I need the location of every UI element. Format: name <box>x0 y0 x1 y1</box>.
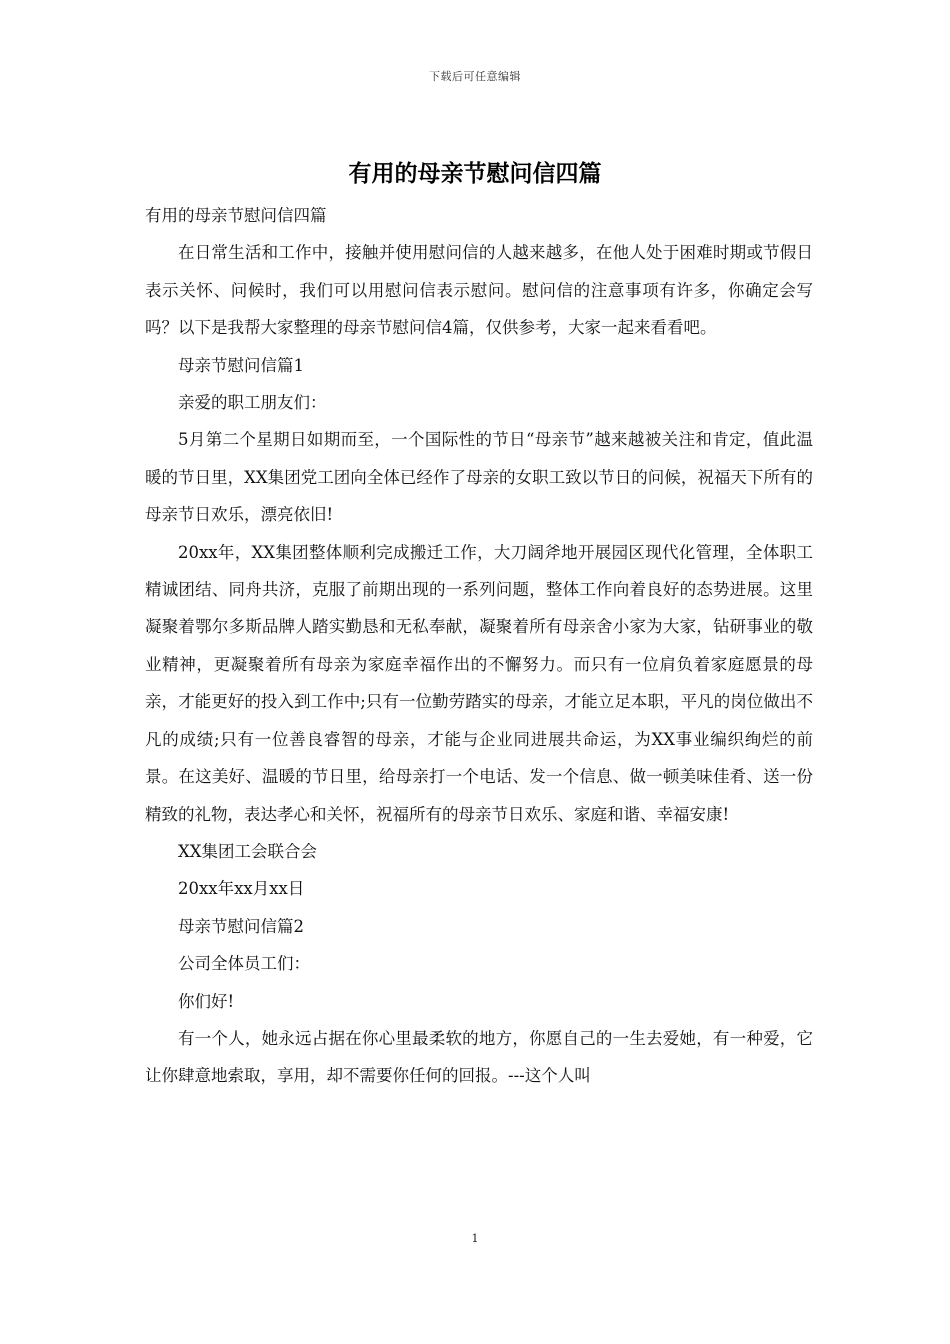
salutation-letter-1: 亲爱的职工朋友们： <box>178 393 327 413</box>
signature-date: 20xx年xx月xx日 <box>178 879 305 899</box>
document-title: 有用的母亲节慰问信四篇 <box>348 160 602 187</box>
page-number: 1 <box>471 1232 479 1245</box>
header-note: 下载后可任意编辑 <box>429 70 521 83</box>
section-heading-letter-1: 母亲节慰问信篇1 <box>178 355 304 375</box>
section-heading-letter-2: 母亲节慰问信篇2 <box>178 916 304 936</box>
document-body <box>145 197 813 1095</box>
body-paragraph: 20xx年，XX集团整体顺利完成搬迁工作，大刀阔斧地开展园区现代化管理，全体职工精诚团结、同舟共济，克服了前期出现的一系列问题，整体工作向着良好的态势进展。这里凝聚着鄂尔多斯品牌人踏实勤恳和无私奉献，凝聚着所有母亲舍小家为大家，钻研事业的敬业精神，更凝聚着所有母亲为家庭幸福作出的不懈努力。而只有一位肩负着家庭愿景的母亲，才能更好的投入到工作中;只有一位勤劳踏实的母亲，才能立足本职，平凡的岗位做出不凡的成绩;只有一位善良睿智的母亲，才能与企业同进展共命运，为XX事业编织绚烂的前景。在这美好、温暖的节日里，给母亲打一个电话、发一个信息、做一顿美味佳肴、送一份精致的礼物，表达孝心和关怀，祝福所有的母亲节日欢乐、家庭和谐、幸福安康! <box>145 542 813 824</box>
salutation-letter-2: 公司全体员工们： <box>178 954 310 974</box>
body-paragraph: 有一个人，她永远占据在你心里最柔软的地方，你愿自己的一生去爱她，有一种爱，它让你肆意地索取，享用，却不需要你任何的回报。---这个人叫 <box>145 1028 813 1086</box>
body-paragraph: 5月第二个星期日如期而至，一个国际性的节日“母亲节”越来越被关注和肯定，值此温暖的节日里，XX集团党工团向全体已经作了母亲的女职工致以节日的问候，祝福天下所有的母亲节日欢乐，漂亮依旧! <box>145 430 813 525</box>
subtitle-line: 有用的母亲节慰问信四篇 <box>145 206 327 225</box>
signature-organization: XX集团工会联合会 <box>178 841 317 861</box>
greeting-line: 你们好! <box>178 991 235 1011</box>
intro-paragraph: 在日常生活和工作中，接触并使用慰问信的人越来越多，在他人处于困难时期或节假日表示关怀、问候时，我们可以用慰问信表示慰问。慰问信的注意事项有许多，你确定会写吗？以下是我帮大家整理的母亲节慰问信4篇，仅供参考，大家一起来看看吧。 <box>145 243 813 338</box>
